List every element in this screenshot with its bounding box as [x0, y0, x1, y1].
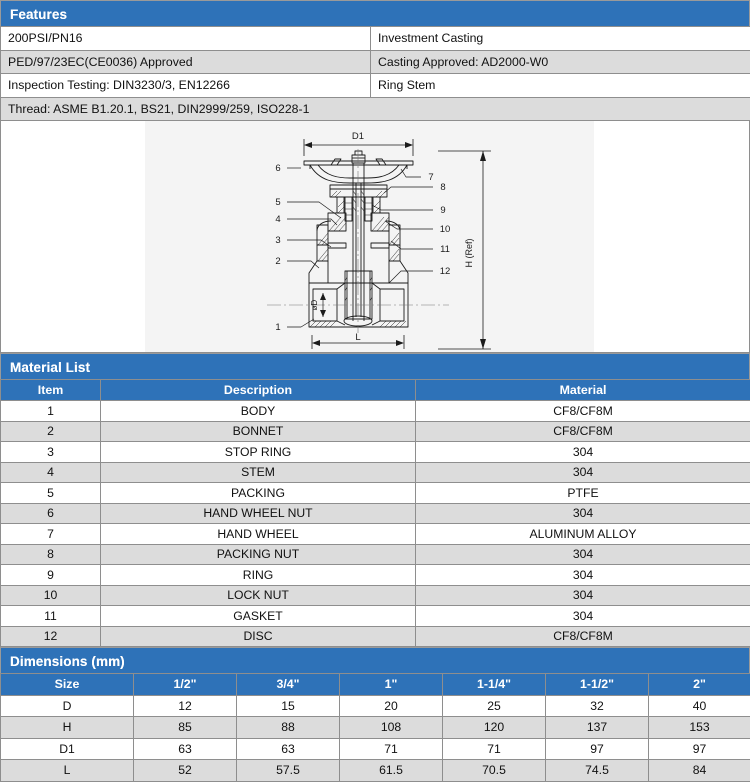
cell-item: 11 — [1, 606, 101, 627]
cell-description: PACKING NUT — [101, 544, 416, 565]
cell-material: ALUMINUM ALLOY — [416, 524, 750, 545]
packing-shape — [345, 197, 372, 221]
cell-item: 3 — [1, 442, 101, 463]
dimensions-header-row — [1, 674, 750, 696]
dimension-label-bore: øD — [310, 299, 319, 311]
column-header-size-3-4: 3/4" — [237, 674, 340, 696]
cell-material: CF8/CF8M — [416, 626, 750, 647]
dimensions-table — [0, 673, 750, 782]
table-row — [1, 760, 750, 782]
cell-item: 5 — [1, 483, 101, 504]
callout-1: 1 — [275, 322, 281, 333]
table-row — [1, 462, 750, 483]
cell-value: 52 — [134, 760, 237, 782]
cell-value: 70.5 — [443, 760, 546, 782]
table-row — [1, 524, 750, 545]
cell-item: 4 — [1, 462, 101, 483]
cell-description: HAND WHEEL — [101, 524, 416, 545]
cell-value: 97 — [546, 738, 649, 760]
cell-material: 304 — [416, 565, 750, 586]
features-cell-right: Casting Approved: AD2000-W0 — [371, 50, 750, 74]
cell-value: 15 — [237, 695, 340, 717]
cell-value: 63 — [134, 738, 237, 760]
cell-material: 304 — [416, 544, 750, 565]
features-table — [0, 26, 750, 121]
stop-ring-shape — [328, 213, 389, 231]
cell-description: DISC — [101, 626, 416, 647]
callout-12: 12 — [439, 266, 451, 277]
callout-6: 6 — [275, 163, 281, 174]
column-header-item: Item — [1, 380, 101, 401]
cell-value: 57.5 — [237, 760, 340, 782]
stem-shape — [353, 163, 364, 321]
cell-value: 84 — [649, 760, 750, 782]
features-cell-right: Ring Stem — [371, 74, 750, 98]
column-header-size-2: 2" — [649, 674, 750, 696]
table-row — [1, 442, 750, 463]
cell-material: 304 — [416, 606, 750, 627]
table-row — [1, 695, 750, 717]
cell-description: RING — [101, 565, 416, 586]
column-header-size-1-1-4: 1-1/4" — [443, 674, 546, 696]
cell-description: PACKING — [101, 483, 416, 504]
cell-dimension-label: L — [1, 760, 134, 782]
table-row — [1, 585, 750, 606]
cell-value: 120 — [443, 717, 546, 739]
cell-material: 304 — [416, 503, 750, 524]
features-cell-left: Inspection Testing: DIN3230/3, EN12266 — [1, 74, 371, 98]
cell-item: 8 — [1, 544, 101, 565]
cell-value: 20 — [340, 695, 443, 717]
callout-9: 9 — [440, 205, 446, 216]
cell-value: 32 — [546, 695, 649, 717]
column-header-size-1-1-2: 1-1/2" — [546, 674, 649, 696]
table-row — [1, 626, 750, 647]
cell-value: 71 — [340, 738, 443, 760]
features-section-header: Features — [0, 0, 750, 26]
features-row — [1, 27, 750, 51]
column-header-size: Size — [1, 674, 134, 696]
features-cell-right: Investment Casting — [371, 27, 750, 51]
cell-item: 2 — [1, 421, 101, 442]
column-header-description: Description — [101, 380, 416, 401]
dimensions-section-header: Dimensions (mm) — [0, 647, 750, 673]
cell-description: STOP RING — [101, 442, 416, 463]
cell-description: BONNET — [101, 421, 416, 442]
callout-7: 7 — [428, 172, 434, 183]
bonnet-shape — [309, 221, 408, 283]
cell-value: 88 — [237, 717, 340, 739]
dimensions-body — [1, 695, 750, 781]
gasket-shape — [328, 243, 389, 248]
features-cell-full: Thread: ASME B1.20.1, BS21, DIN2999/259, ISO228-1 — [1, 97, 750, 121]
material-list-body — [1, 401, 750, 647]
cell-value: 12 — [134, 695, 237, 717]
column-header-material: Material — [416, 380, 750, 401]
callout-8: 8 — [440, 182, 446, 193]
callout-2: 2 — [275, 256, 281, 267]
cell-value: 40 — [649, 695, 750, 717]
material-list-head — [1, 380, 750, 401]
table-row — [1, 606, 750, 627]
features-row — [1, 74, 750, 98]
cell-material: 304 — [416, 585, 750, 606]
cell-material: CF8/CF8M — [416, 421, 750, 442]
cell-value: 63 — [237, 738, 340, 760]
dimensions-head — [1, 674, 750, 696]
callout-11: 11 — [440, 244, 450, 255]
cell-item: 6 — [1, 503, 101, 524]
center-lines — [267, 149, 449, 333]
features-row — [1, 50, 750, 74]
table-row — [1, 401, 750, 422]
cell-material: 304 — [416, 442, 750, 463]
cell-value: 108 — [340, 717, 443, 739]
cell-item: 12 — [1, 626, 101, 647]
cell-material: CF8/CF8M — [416, 401, 750, 422]
cell-material: PTFE — [416, 483, 750, 504]
material-list-table — [0, 379, 750, 647]
callout-3: 3 — [275, 235, 281, 246]
table-row — [1, 503, 750, 524]
cell-description: BODY — [101, 401, 416, 422]
cell-dimension-label: D — [1, 695, 134, 717]
cell-value: 61.5 — [340, 760, 443, 782]
cell-value: 153 — [649, 717, 750, 739]
features-cell-left: 200PSI/PN16 — [1, 27, 371, 51]
table-row — [1, 421, 750, 442]
cell-item: 1 — [1, 401, 101, 422]
cell-item: 7 — [1, 524, 101, 545]
cell-description: GASKET — [101, 606, 416, 627]
callout-10: 10 — [439, 224, 451, 235]
material-list-section-header: Material List — [0, 353, 750, 379]
valve-diagram-panel — [0, 121, 750, 353]
callout-4: 4 — [275, 214, 281, 225]
cell-description: STEM — [101, 462, 416, 483]
features-cell-left: PED/97/23EC(CE0036) Approved — [1, 50, 371, 74]
cell-value: 25 — [443, 695, 546, 717]
dimension-label-d1: D1 — [351, 131, 365, 142]
cell-value: 85 — [134, 717, 237, 739]
table-row — [1, 565, 750, 586]
cell-dimension-label: D1 — [1, 738, 134, 760]
dimension-label-l: L — [355, 332, 361, 343]
cell-description: LOCK NUT — [101, 585, 416, 606]
features-table-body — [1, 27, 750, 121]
cell-value: 74.5 — [546, 760, 649, 782]
cell-value: 137 — [546, 717, 649, 739]
table-row — [1, 717, 750, 739]
cell-item: 9 — [1, 565, 101, 586]
material-list-header-row — [1, 380, 750, 401]
table-row — [1, 483, 750, 504]
cell-dimension-label: H — [1, 717, 134, 739]
table-row — [1, 738, 750, 760]
column-header-size-1-2: 1/2" — [134, 674, 237, 696]
gate-valve-cross-section-drawing — [1, 121, 750, 352]
features-row — [1, 97, 750, 121]
table-row — [1, 544, 750, 565]
cell-value: 97 — [649, 738, 750, 760]
cell-description: HAND WHEEL NUT — [101, 503, 416, 524]
column-header-size-1: 1" — [340, 674, 443, 696]
dimension-label-h: H (Ref) — [464, 238, 474, 268]
callout-5: 5 — [275, 197, 281, 208]
cell-item: 10 — [1, 585, 101, 606]
cell-value: 71 — [443, 738, 546, 760]
cell-material: 304 — [416, 462, 750, 483]
